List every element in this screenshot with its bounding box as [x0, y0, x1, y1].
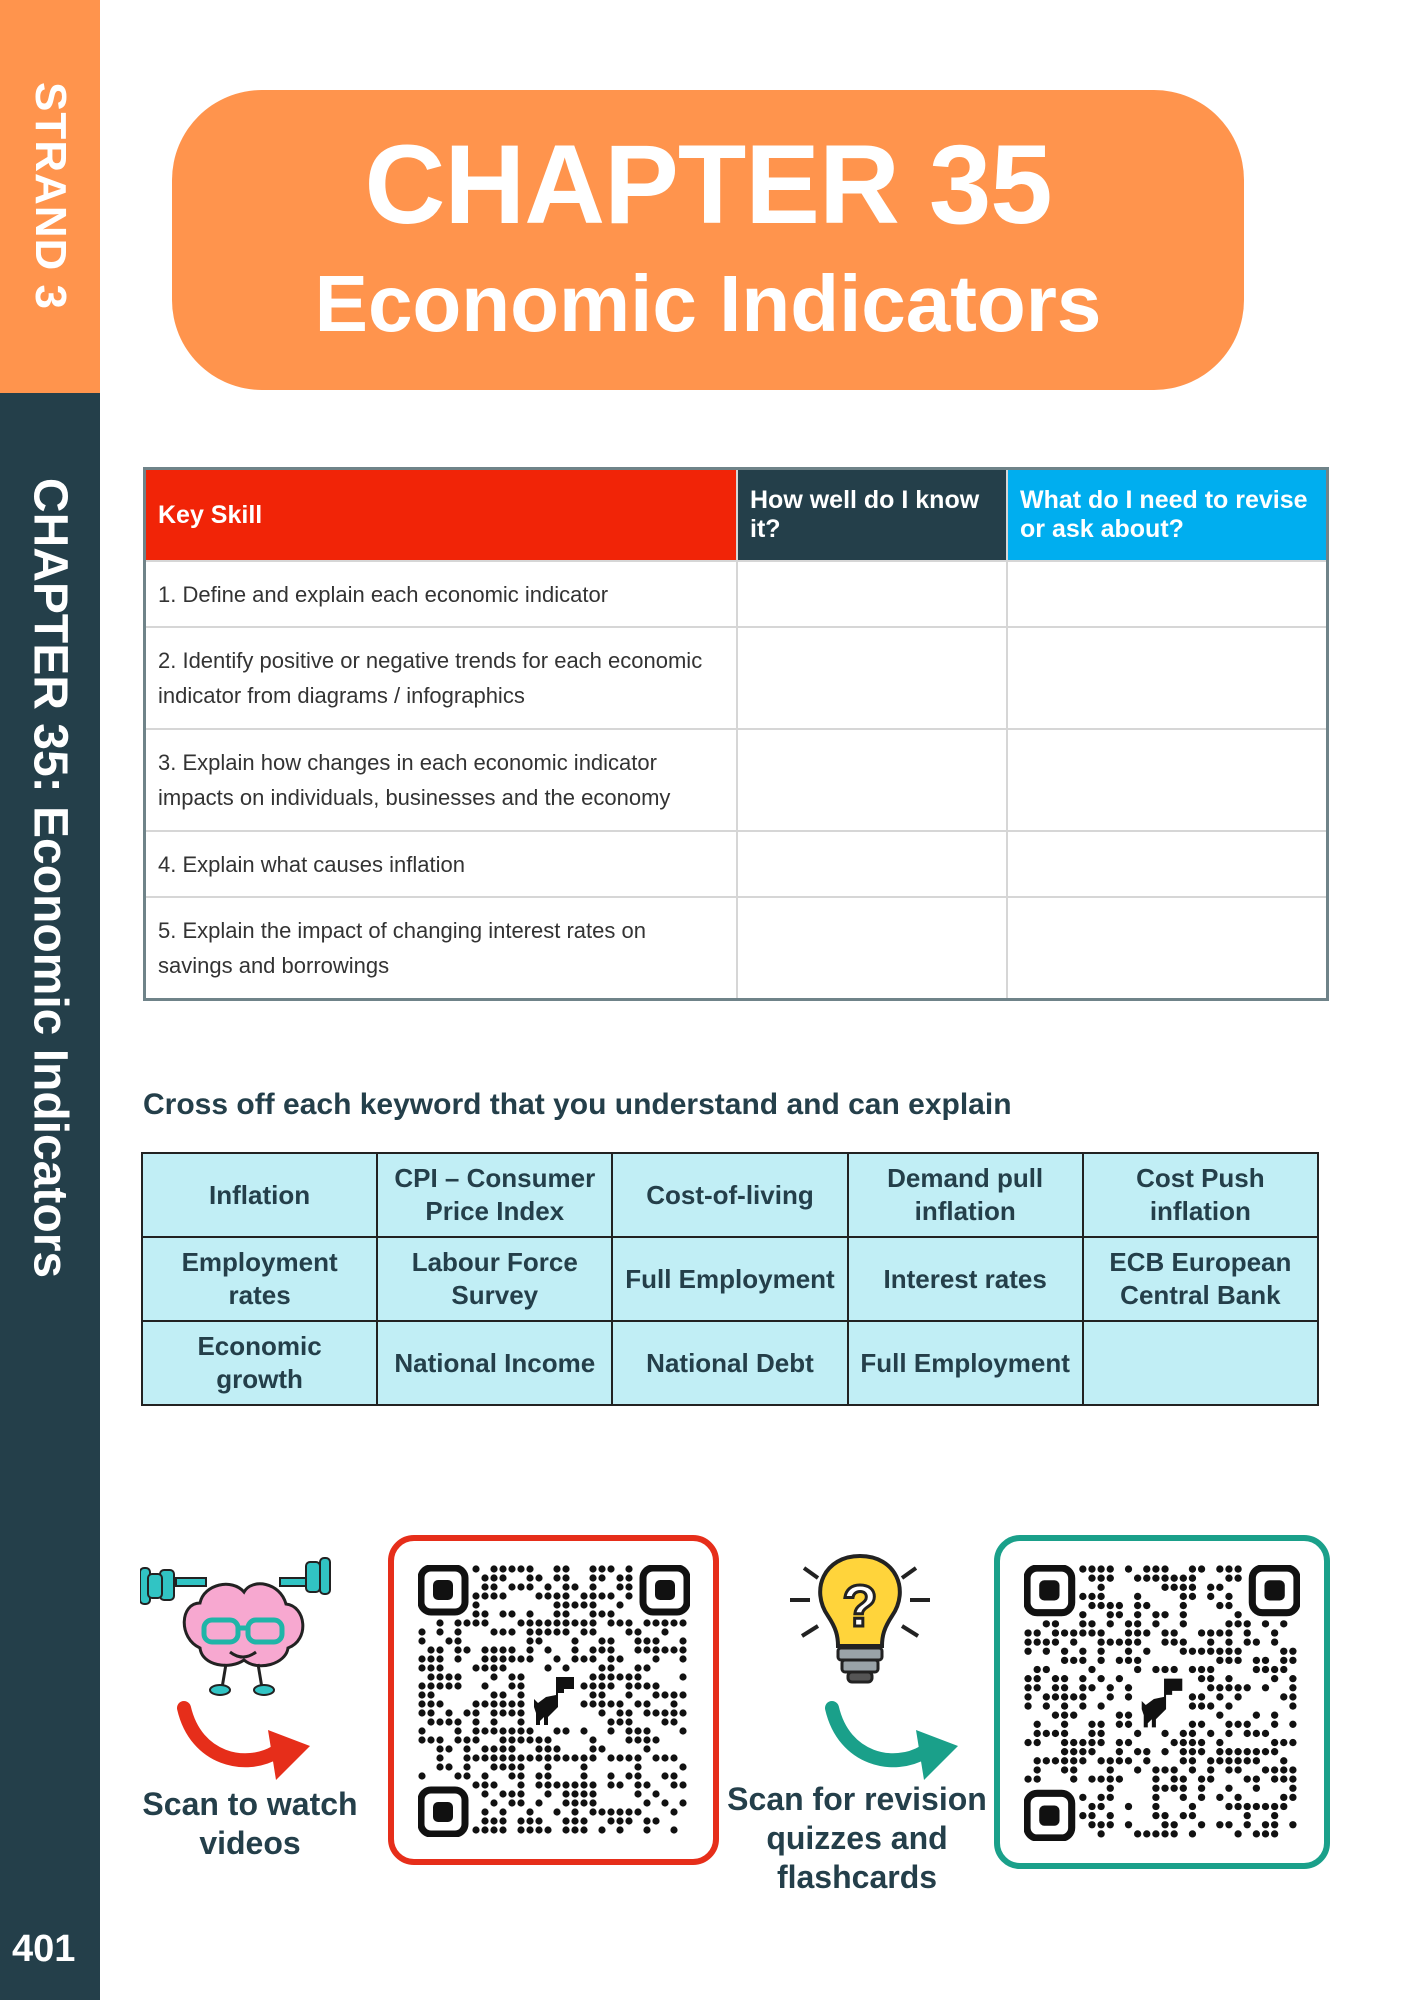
- notes-cell[interactable]: [1007, 561, 1328, 627]
- skill-cell: 4. Explain what causes inflation: [145, 831, 738, 897]
- keyword-cell[interactable]: CPI – Consumer Price Index: [377, 1153, 612, 1237]
- keyword-cell[interactable]: Interest rates: [848, 1237, 1083, 1321]
- keyword-row: [142, 1237, 1318, 1321]
- keyword-cell[interactable]: Economic growth: [142, 1321, 377, 1405]
- rating-cell[interactable]: [737, 831, 1007, 897]
- qr-code-icon: [1024, 1565, 1300, 1841]
- rating-cell[interactable]: [737, 627, 1007, 729]
- keyword-row: [142, 1321, 1318, 1405]
- table-header-row: [145, 469, 1328, 562]
- chapter-header: [172, 90, 1244, 390]
- videos-qr-code[interactable]: [388, 1535, 719, 1865]
- svg-text:?: ?: [842, 1574, 878, 1639]
- keyword-cell[interactable]: Full Employment: [612, 1237, 847, 1321]
- key-skills-table: [143, 467, 1329, 1001]
- red-arrow-icon: [176, 1700, 316, 1790]
- brain-workout-icon: [140, 1548, 340, 1698]
- keyword-row: [142, 1153, 1318, 1237]
- keyword-cell[interactable]: ECB European Central Bank: [1083, 1237, 1318, 1321]
- keyword-cell[interactable]: Demand pull inflation: [848, 1153, 1083, 1237]
- videos-caption: Scan to watch videos: [142, 1786, 358, 1861]
- rating-cell[interactable]: [737, 561, 1007, 627]
- keyword-cell[interactable]: National Debt: [612, 1321, 847, 1405]
- skill-cell: 3. Explain how changes in each economic indicator impacts on individuals, businesses and the economy: [145, 729, 738, 831]
- chapter-number: CHAPTER 35: [364, 122, 1052, 247]
- table-row: [145, 831, 1328, 897]
- keyword-cell[interactable]: Employment rates: [142, 1237, 377, 1321]
- skill-cell: 5. Explain the impact of changing interest rates on savings and borrowings: [145, 897, 738, 999]
- keywords-table: [141, 1152, 1319, 1406]
- notes-cell[interactable]: [1007, 627, 1328, 729]
- lightbulb-question-icon: [780, 1550, 940, 1690]
- skill-cell: 1. Define and explain each economic indicator: [145, 561, 738, 627]
- table-row: [145, 627, 1328, 729]
- page-number: 401: [12, 1928, 76, 1970]
- keywords-title: Cross off each keyword that you understand and can explain: [143, 1088, 1012, 1121]
- quiz-qr-code[interactable]: [994, 1535, 1330, 1869]
- keyword-cell[interactable]: Cost Push inflation: [1083, 1153, 1318, 1237]
- rating-cell[interactable]: [737, 729, 1007, 831]
- table-row: [145, 897, 1328, 999]
- rating-cell[interactable]: [737, 897, 1007, 999]
- table-row: [145, 561, 1328, 627]
- header-revise: What do I need to revise or ask about?: [1007, 469, 1328, 562]
- strand-label: STRAND 3: [26, 81, 75, 311]
- keyword-cell[interactable]: Cost-of-living: [612, 1153, 847, 1237]
- notes-cell[interactable]: [1007, 729, 1328, 831]
- table-row: [145, 729, 1328, 831]
- chapter-title: Economic Indicators: [314, 259, 1102, 348]
- sidebar-chapter-title: CHAPTER 35: Economic Indicators: [23, 477, 77, 1279]
- keyword-cell[interactable]: Full Employment: [848, 1321, 1083, 1405]
- keyword-cell: [1083, 1321, 1318, 1405]
- quiz-caption: Scan for revision quizzes and flashcards: [727, 1781, 987, 1895]
- qr-code-icon: [418, 1565, 690, 1837]
- keyword-cell[interactable]: National Income: [377, 1321, 612, 1405]
- notes-cell[interactable]: [1007, 897, 1328, 999]
- skill-cell: 2. Identify positive or negative trends for each economic indicator from diagrams / infographics: [145, 627, 738, 729]
- keyword-cell[interactable]: Inflation: [142, 1153, 377, 1237]
- notes-cell[interactable]: [1007, 831, 1328, 897]
- keyword-cell[interactable]: Labour Force Survey: [377, 1237, 612, 1321]
- green-arrow-icon: [824, 1700, 964, 1790]
- header-key-skill: Key Skill: [145, 469, 738, 562]
- header-how-well: How well do I know it?: [737, 469, 1007, 562]
